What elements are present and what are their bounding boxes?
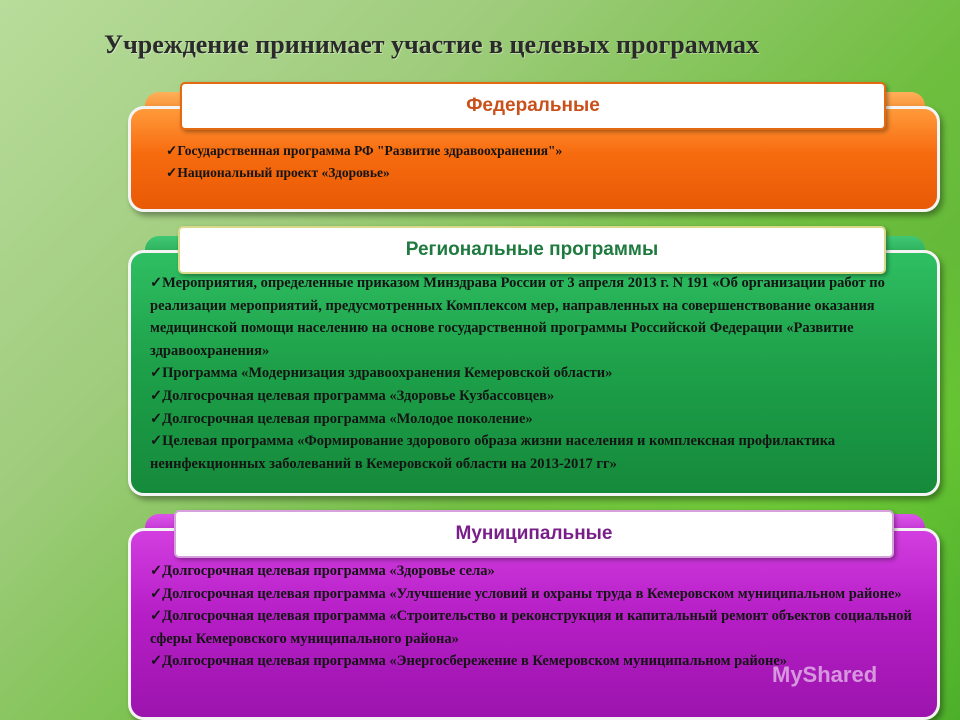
check-icon: ✓ [150,275,163,291]
federal-item-text: Государственная программа РФ "Развитие здравоохранения"» [177,143,563,158]
watermark: MyShared [772,662,878,687]
federal-item [166,162,926,184]
regional-item [150,408,920,431]
check-icon: ✓ [166,165,178,180]
check-icon: ✓ [150,585,163,602]
municipal-item-text: Долгосрочная целевая программа «Здоровье села» [162,563,495,579]
regional-item-text: Долгосрочная целевая программа «Молодое поколение» [162,410,533,427]
regional-list [150,272,920,475]
municipal-item-text: Долгосрочная целевая программа «Строительство и реконструкция и капитальный ремонт объектов социальной сферы Кемеровского муниципального района» [150,608,912,647]
regional-item-text: Долгосрочная целевая программа «Здоровье Кузбассовцев» [162,387,555,404]
regional-header: Региональные программы [178,226,886,274]
regional-item [150,385,920,408]
municipal-item-text: Долгосрочная целевая программа «Энергосбережение в Кемеровском муниципальном районе» [162,653,788,670]
municipal-item-text: Долгосрочная целевая программа «Улучшение условий и охраны труда в Кемеровском муниципальном районе» [162,585,902,602]
regional-item [150,362,920,385]
check-icon: ✓ [150,387,163,404]
municipal-list [150,560,920,673]
regional-item [150,272,920,362]
regional-item-text: Мероприятия, определенные приказом Минздрава России от 3 апреля 2013 г. N 191 «Об организации работ по реализации мероприятий, предусмотренных Комплексом мер, направленных на совершенствование оказания медицинской помощи населению на основе государственной программы Российской Федерации «Развитие здравоохранения» [150,275,885,359]
check-icon: ✓ [150,365,163,382]
municipal-item [150,560,920,583]
check-icon: ✓ [150,563,163,579]
check-icon: ✓ [150,433,163,450]
federal-header: Федеральные [180,82,886,130]
municipal-header: Муниципальные [174,510,894,558]
municipal-item [150,583,920,606]
check-icon: ✓ [150,608,163,625]
regional-item [150,430,920,475]
slide-title: Учреждение принимает участие в целевых программах [104,30,759,59]
check-icon: ✓ [150,653,163,670]
federal-list [166,140,926,184]
regional-item-text: Целевая программа «Формирование здорового образа жизни населения и комплексная профилактика неинфекционных заболеваний в Кемеровской области на 2013-2017 гг» [150,433,836,472]
federal-item-text: Национальный проект «Здоровье» [177,165,390,180]
regional-item-text: Программа «Модернизация здравоохранения Кемеровской области» [162,365,613,382]
federal-item [166,140,926,162]
municipal-item [150,605,920,650]
check-icon: ✓ [150,410,163,427]
check-icon: ✓ [166,143,178,158]
